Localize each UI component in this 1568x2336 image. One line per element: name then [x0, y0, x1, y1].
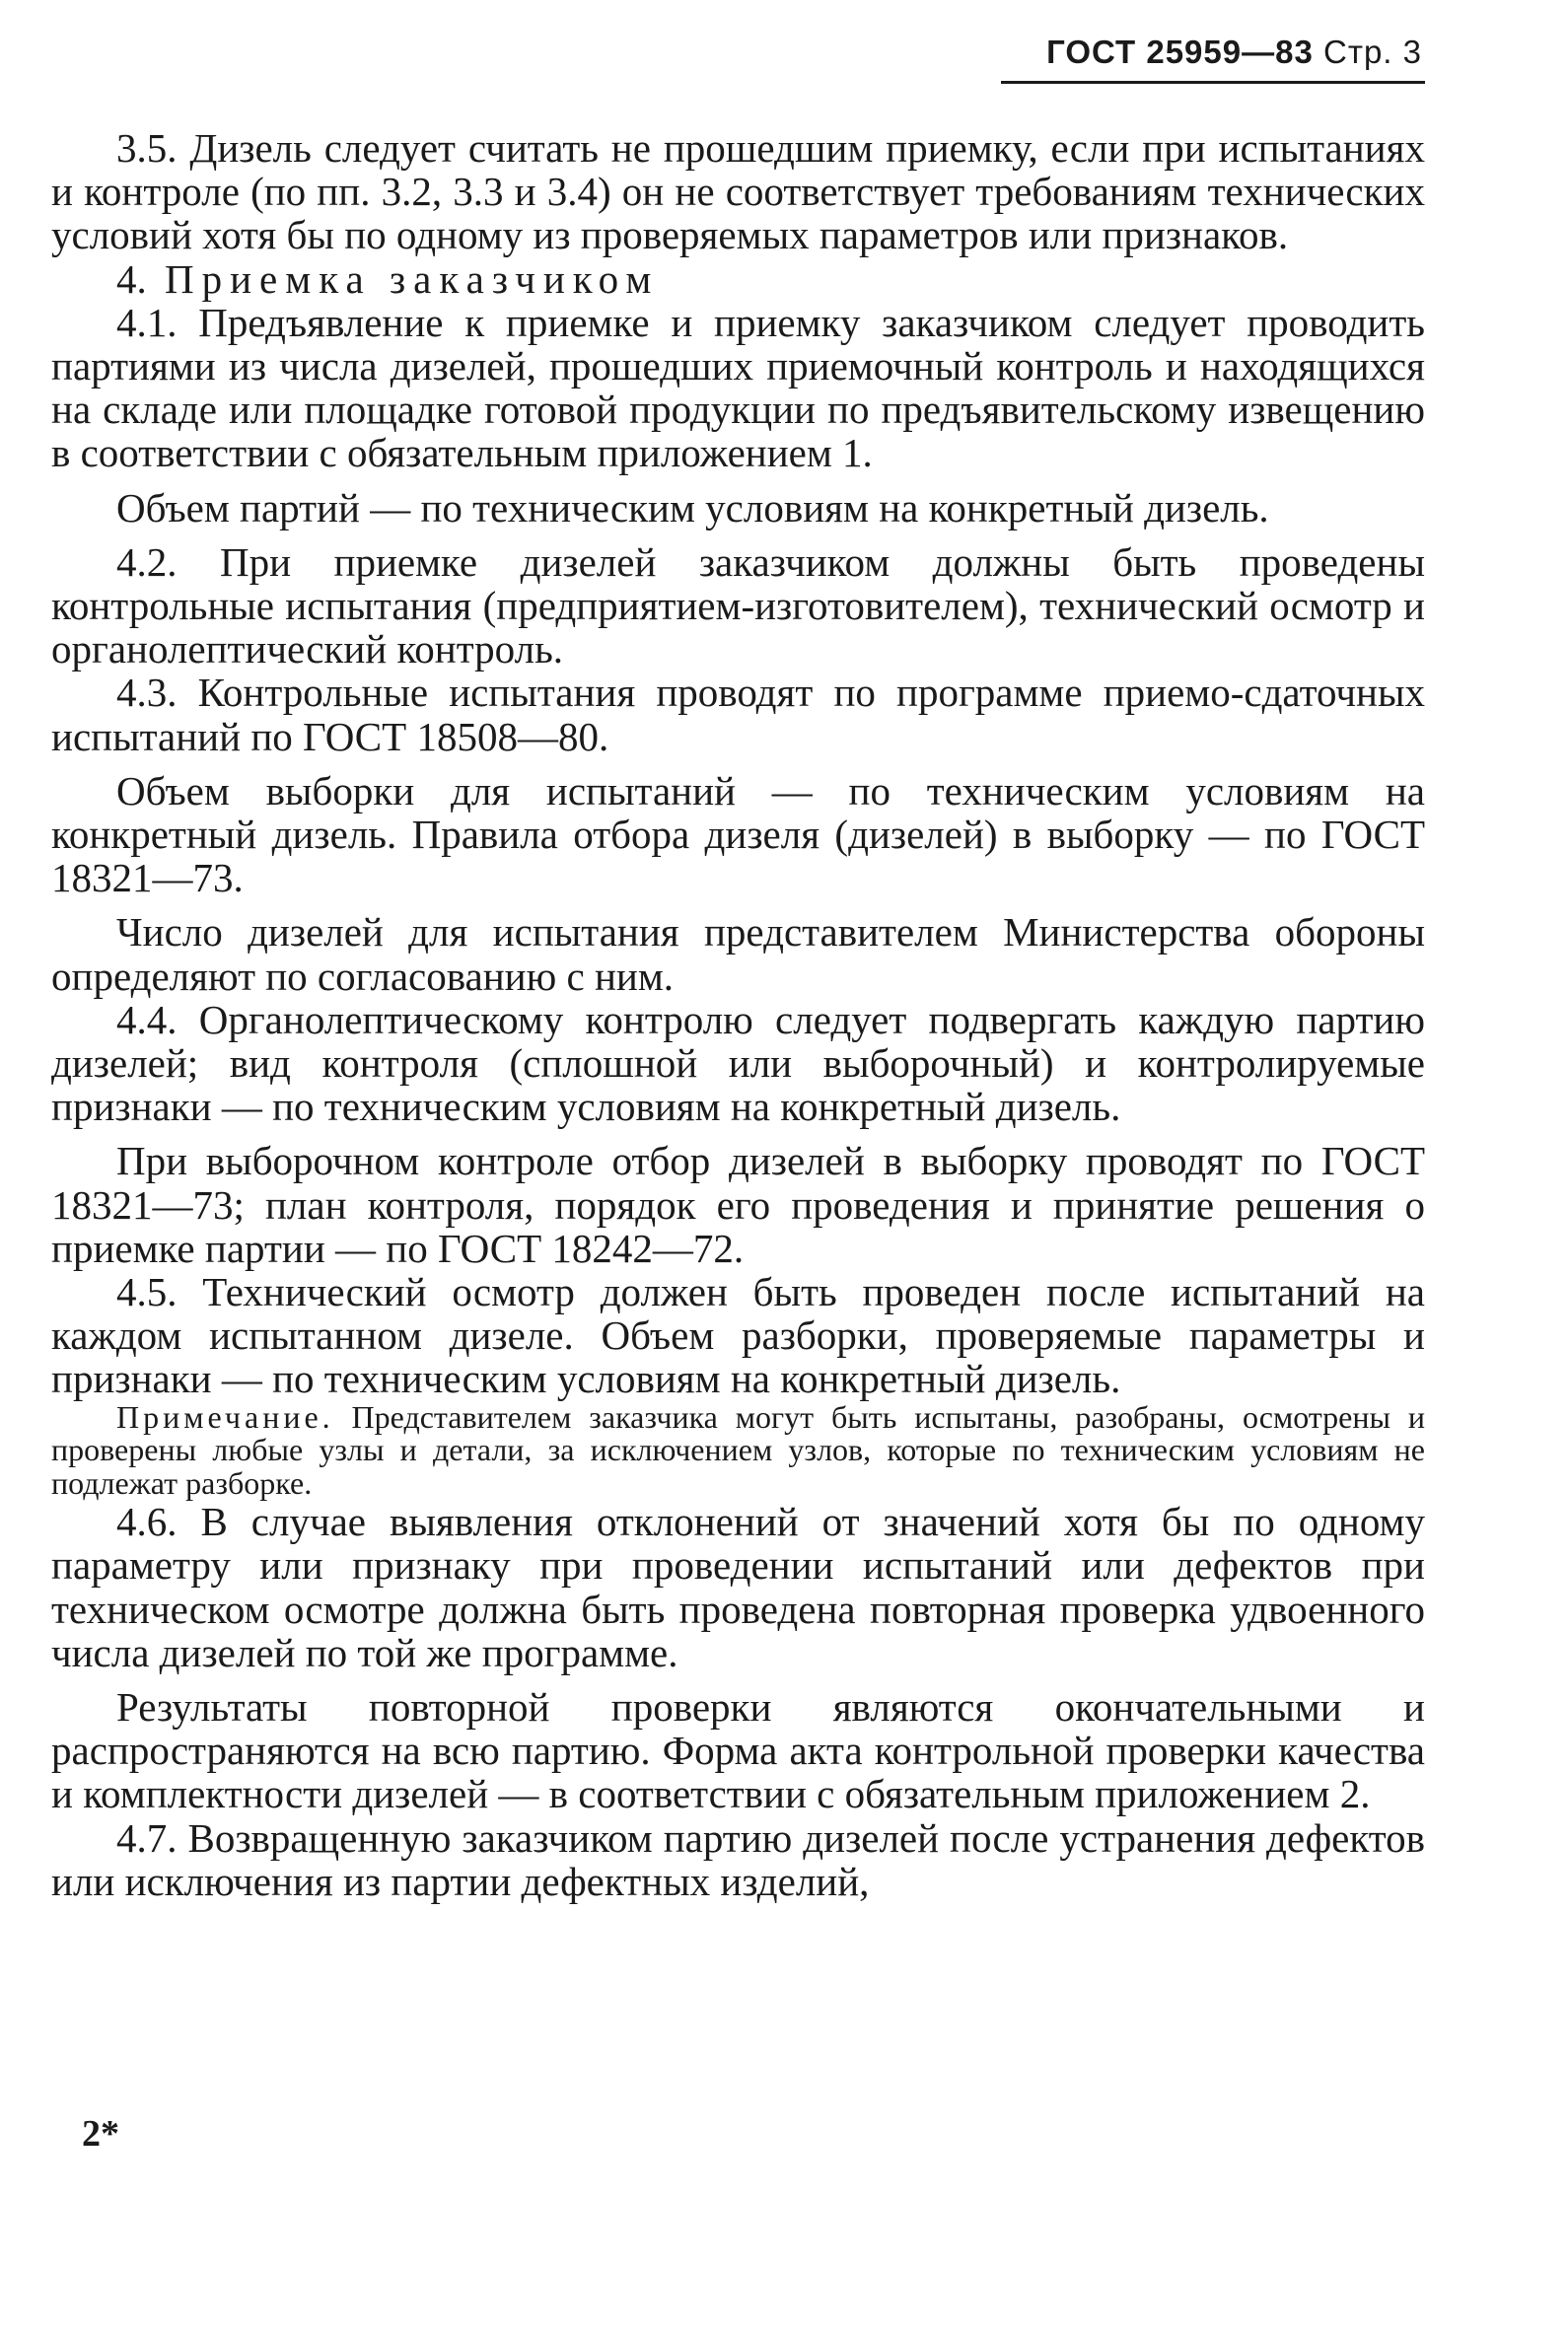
paragraph-4-7: 4.7. Возвращенную заказчиком партию дизелей после устранения дефектов или исключения из партии дефектных изделий,	[51, 1814, 1425, 1904]
note	[51, 1398, 1426, 1501]
header-rule	[1001, 81, 1425, 84]
body-text	[51, 126, 1425, 1903]
note-text: Представителем заказчика могут быть испытаны, разобраны, осмотрены и проверены любые узлы и детали, за исключением узлов, которые по техническим условиям не подлежат разборке.	[51, 1398, 1426, 1501]
paragraph-4-4-sampling: При выборочном контроле отбор дизелей в выборку проводят по ГОСТ 18321—73; план контроля, порядок его проведения и принятие решения о приемке партии — по ГОСТ 18242—72.	[51, 1138, 1425, 1271]
section-number: 4.	[116, 255, 147, 302]
paragraph-4-3: 4.3. Контрольные испытания проводят по программе приемо-сдаточных испытаний по ГОСТ 18508—80.	[51, 670, 1425, 759]
paragraph-4-5: 4.5. Технический осмотр должен быть проведен после испытаний на каждом испытанном дизеле. Объем разборки, проверяемые параметры и признаки — по техническим условиям на конкретный дизель.	[51, 1269, 1425, 1402]
running-header	[1046, 34, 1422, 71]
paragraph-4-6: 4.6. В случае выявления отклонений от значений хотя бы по одному параметру или признаку при проведении испытаний или дефектов при техническом осмотре должна быть проведена повторная проверка удвоенного числа дизелей по той же программе.	[51, 1499, 1425, 1675]
paragraph-4-3-count: Число дизелей для испытания представителем Министерства обороны определяют по согласованию с ним.	[51, 909, 1425, 999]
paragraph-4-1-volume: Объем партий — по техническим условиям на конкретный дизель.	[116, 484, 1269, 531]
section-heading	[51, 257, 1425, 301]
paragraph-4-6-results: Результаты повторной проверки являются окончательными и распространяются на всю партию. Форма акта контрольной проверки качества и комплектности дизелей — в соответствии с обязательным приложением 2.	[51, 1684, 1425, 1817]
page-number: Стр. 3	[1323, 34, 1422, 70]
paragraph-4-4: 4.4. Органолептическому контролю следует подвергать каждую партию дизелей; вид контроля (сплошной или выборочный) и контролируемые признаки — по техническим условиям на конкретный дизель.	[51, 996, 1425, 1130]
paragraph-4-3-sample: Объем выборки для испытаний — по техническим условиям на конкретный дизель. Правила отбора дизеля (дизелей) в выборку — по ГОСТ 18321—73.	[51, 767, 1425, 901]
note-label: Примечание.	[116, 1398, 334, 1435]
standard-code: ГОСТ 25959—83	[1046, 34, 1314, 70]
signature-mark: 2*	[82, 2113, 119, 2155]
paragraph-3-5: 3.5. Дизель следует считать не прошедшим приемку, если при испытаниях и контроле (по пп. 3.2, 3.3 и 3.4) он не соответствует требованиям технических условий хотя бы по одному из проверяемых параметров или признаков.	[51, 125, 1425, 258]
paragraph-4-2: 4.2. При приемке дизелей заказчиком должны быть проведены контрольные испытания (предприятием-изготовителем), технический осмотр и органолептический контроль.	[51, 538, 1425, 672]
section-title: Приемка заказчиком	[165, 255, 660, 302]
paragraph-4-1: 4.1. Предъявление к приемке и приемку заказчиком следует проводить партиями из числа дизелей, прошедших приемочный контроль и находящихся на складе или площадке готовой продукции по предъявительскому извещению в соответствии с обязательным приложением 1.	[51, 299, 1425, 476]
